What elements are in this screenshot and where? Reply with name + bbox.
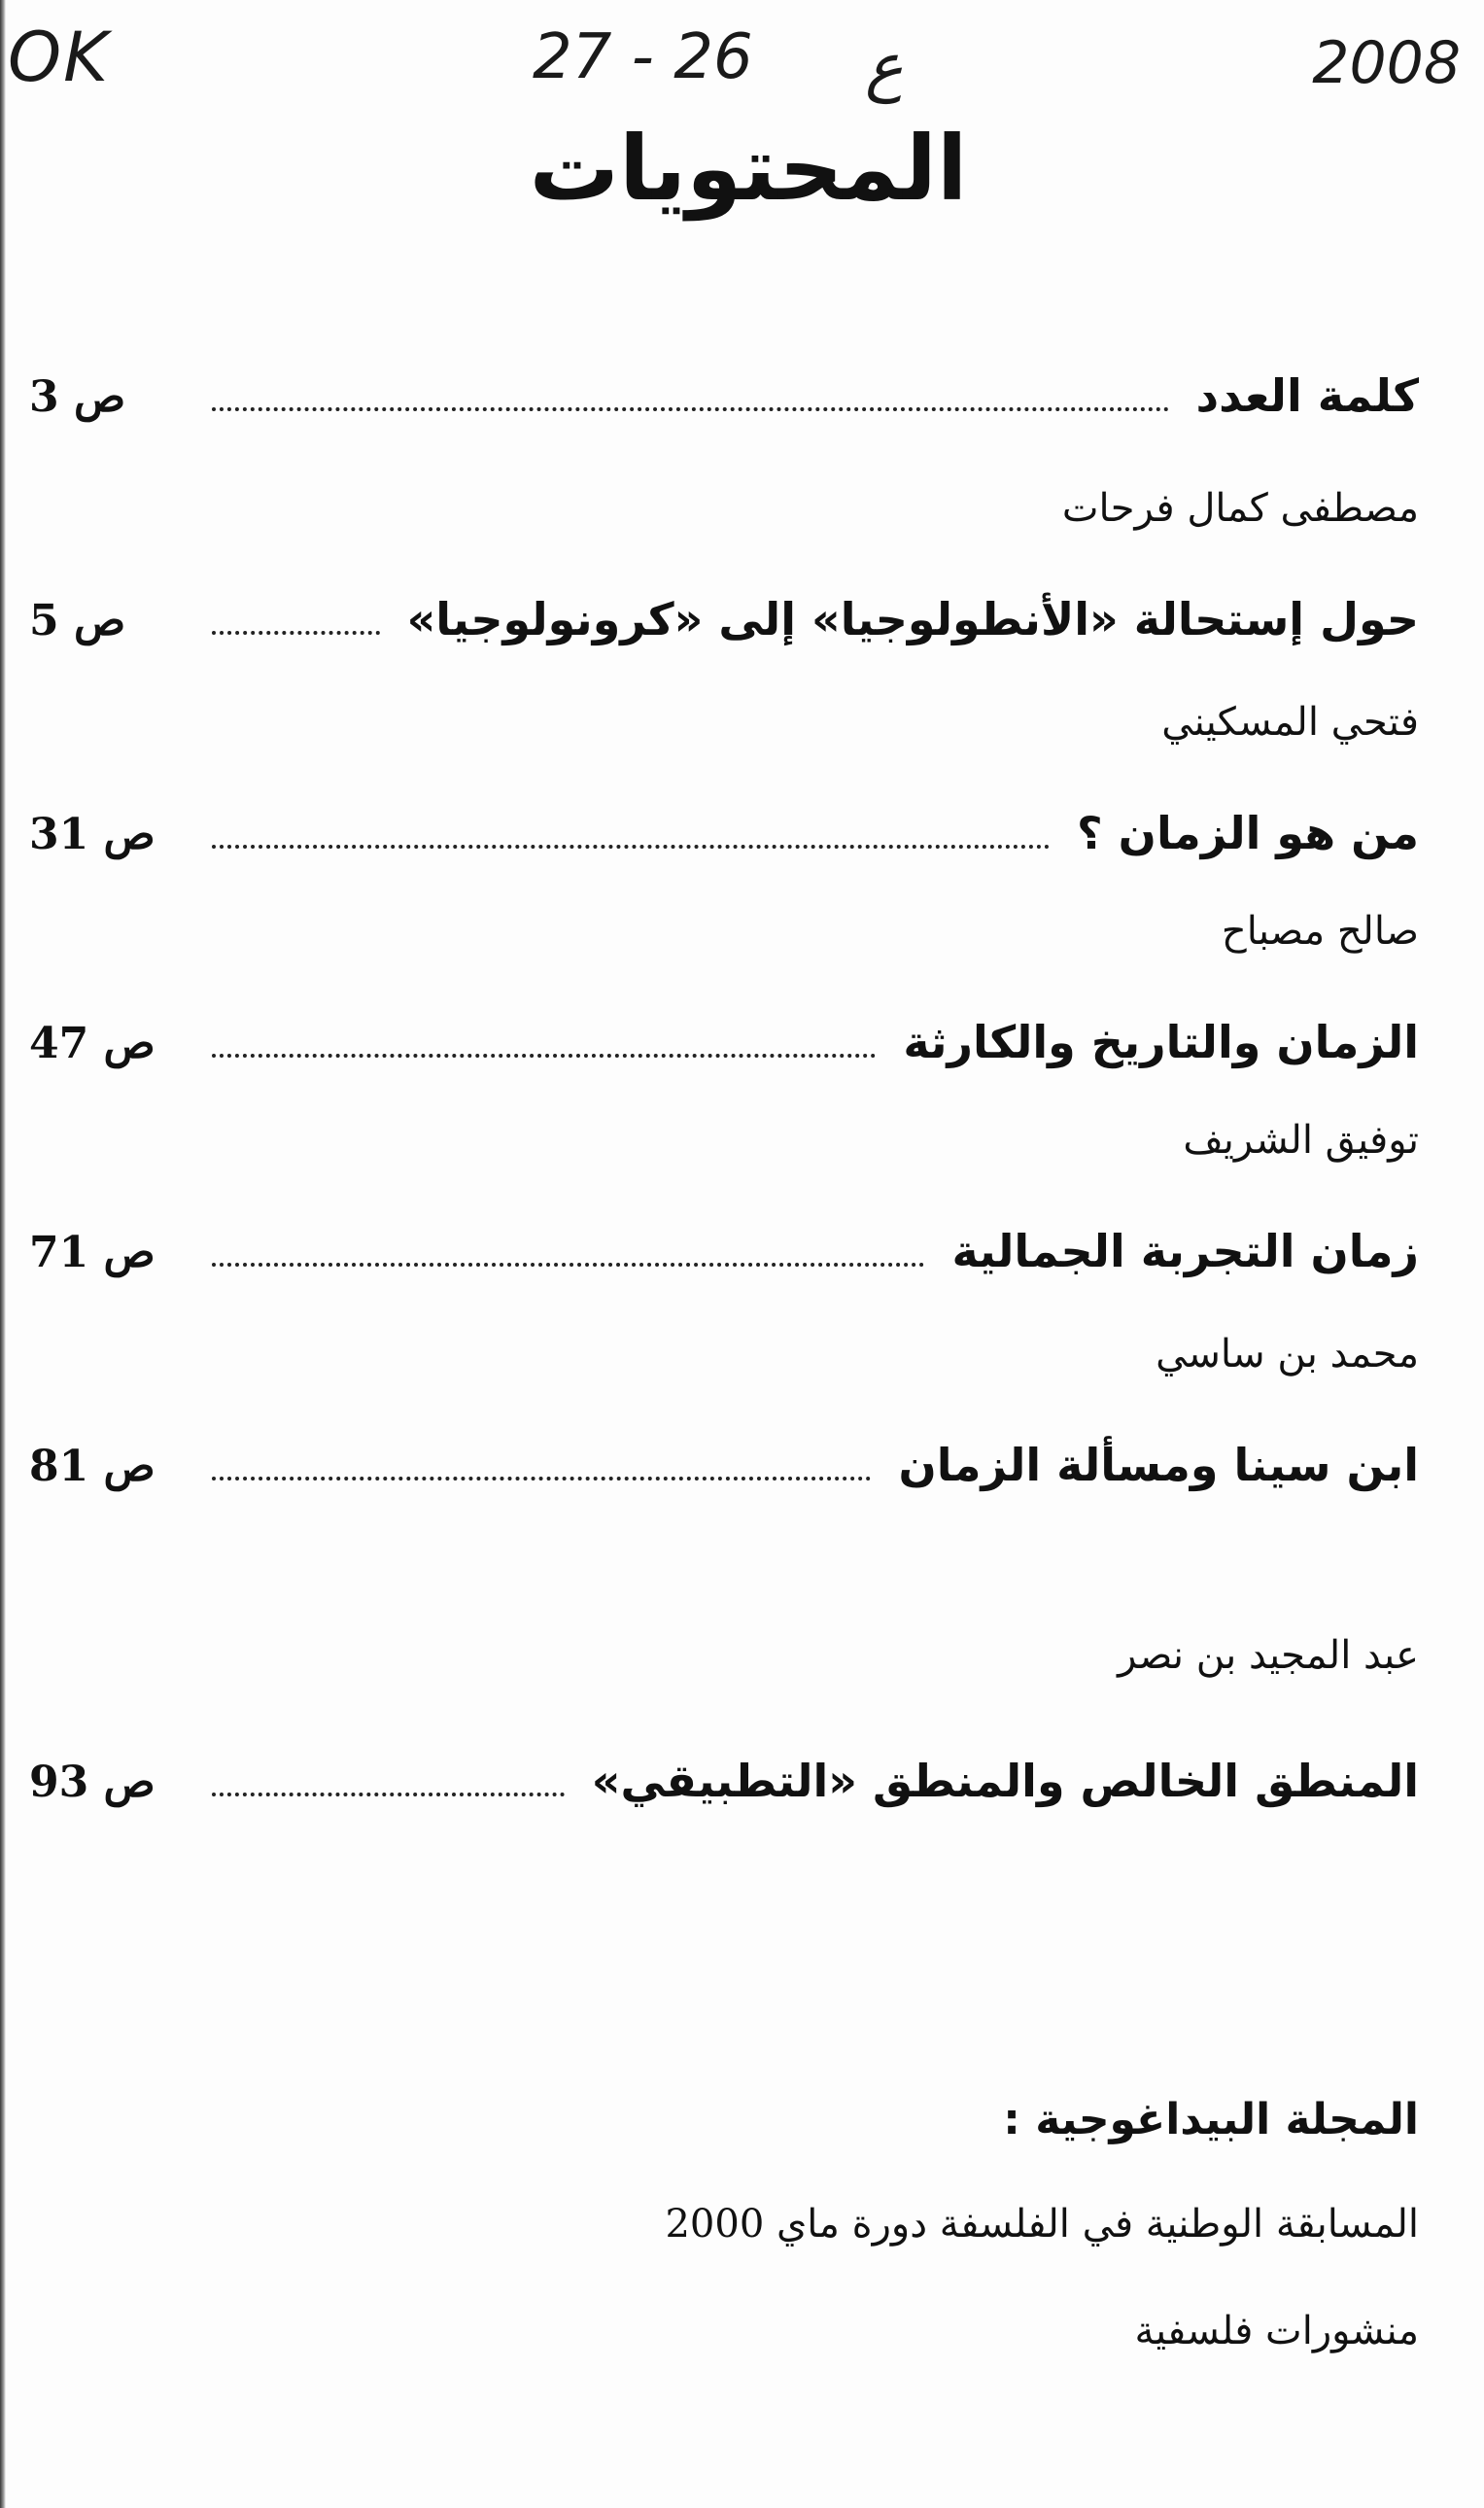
dot-leader <box>212 406 1169 411</box>
dot-leader <box>212 1262 924 1267</box>
toc-entry-3[interactable] <box>29 807 1419 859</box>
entry-author: محمد بن ساسي <box>1156 1332 1419 1376</box>
entry-author: عبد المجيد بن نصر <box>1118 1633 1419 1678</box>
pedagogical-heading: المجلة البيداغوجية : <box>1003 2095 1419 2144</box>
pedagogical-line: منشورات فلسفية <box>1134 2309 1419 2353</box>
entry-title: من هو الزمان ؟ <box>1076 807 1419 859</box>
entry-page: ص 47 <box>29 1019 155 1068</box>
entry-page: ص 31 <box>29 810 155 859</box>
pedagogical-line-2-wrap <box>253 2309 1419 2353</box>
entry-author: توفيق الشريف <box>1183 1118 1419 1163</box>
toc-entry-1[interactable] <box>29 369 1419 422</box>
entry-page: ص 3 <box>29 372 126 422</box>
pedagogical-line-1-wrap <box>253 2202 1419 2247</box>
pedagogical-line: المسابقة الوطنية في الفلسفة دورة ماي 2000 <box>665 2202 1419 2247</box>
handwritten-year: 2008 <box>1312 29 1461 97</box>
entry-title: المنطق الخالص والمنطق «التطبيقي» <box>591 1755 1419 1807</box>
page-title: المحتويات <box>529 117 968 221</box>
handwritten-issue-ref: 27 - 26 <box>533 21 753 93</box>
entry-page: ص 5 <box>29 596 126 645</box>
entry-page: ص 93 <box>29 1758 155 1807</box>
entry-title: ابن سينا ومسألة الزمان <box>898 1439 1419 1491</box>
entry-page: ص 81 <box>29 1442 155 1491</box>
dot-leader <box>212 1476 871 1480</box>
toc-entry-6[interactable] <box>29 1439 1419 1491</box>
toc-entry-5[interactable] <box>29 1225 1419 1277</box>
dot-leader <box>212 1053 876 1058</box>
pedagogical-section <box>253 2095 1419 2144</box>
entry-author: فتحي المسكيني <box>1161 700 1419 745</box>
dot-leader <box>212 844 1050 849</box>
entry-title: حول إستحالة «الأنطولوجيا» إلى «كرونولوجيا» <box>406 593 1419 645</box>
scan-edge <box>0 0 6 2508</box>
toc-entry-2[interactable] <box>29 593 1419 645</box>
entry-author: مصطفى كمال فرحات <box>1061 486 1419 531</box>
dot-leader <box>212 1792 565 1796</box>
handwritten-letter: ع <box>865 29 904 104</box>
entry-title: الزمان والتاريخ والكارثة <box>903 1016 1419 1068</box>
dot-leader <box>212 630 380 635</box>
handwritten-ok: OK <box>8 17 111 97</box>
entry-page: ص 71 <box>29 1228 155 1277</box>
entry-title: كلمة العدد <box>1195 369 1419 422</box>
toc-entry-7[interactable] <box>29 1755 1419 1807</box>
toc-entry-4[interactable] <box>29 1016 1419 1068</box>
entry-author: صالح مصباح <box>1221 909 1419 954</box>
entry-title: زمان التجربة الجمالية <box>951 1225 1419 1277</box>
